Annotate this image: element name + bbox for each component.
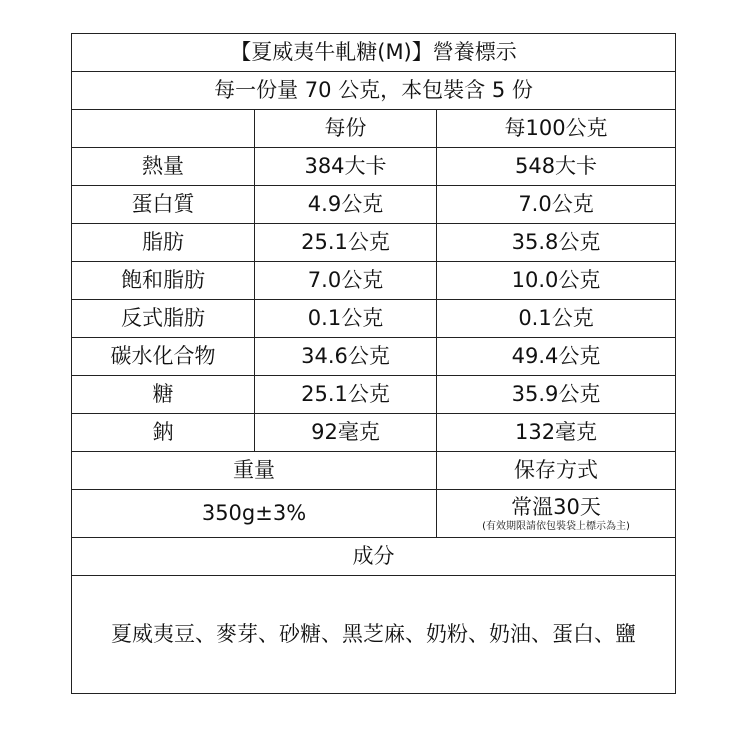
nutrient-name: 蛋白質 (72, 186, 255, 224)
ingredients-text-row (72, 576, 676, 694)
nutrient-row-carbohydrate (72, 338, 676, 376)
nutrient-name: 脂肪 (72, 224, 255, 262)
header-per-serving: 每份 (255, 110, 437, 148)
nutrient-per-100g: 35.8公克 (437, 224, 676, 262)
serving-row (72, 72, 676, 110)
nutrient-row-fat (72, 224, 676, 262)
nutrient-name: 反式脂肪 (72, 300, 255, 338)
title-row (72, 34, 676, 72)
weight-value: 350g±3% (72, 490, 437, 538)
nutrient-name: 碳水化合物 (72, 338, 255, 376)
storage-value-cell (437, 490, 676, 538)
weight-storage-header-row (72, 452, 676, 490)
ingredients-header-row (72, 538, 676, 576)
nutrient-per-100g: 49.4公克 (437, 338, 676, 376)
storage-value: 常溫30天 (511, 495, 601, 519)
nutrient-per-serving: 384大卡 (255, 148, 437, 186)
nutrient-per-serving: 25.1公克 (255, 224, 437, 262)
nutrient-name: 熱量 (72, 148, 255, 186)
nutrient-per-100g: 7.0公克 (437, 186, 676, 224)
nutrient-per-serving: 34.6公克 (255, 338, 437, 376)
nutrient-name: 鈉 (72, 414, 255, 452)
nutrient-row-sugar (72, 376, 676, 414)
nutrient-per-100g: 132毫克 (437, 414, 676, 452)
nutrient-per-100g: 35.9公克 (437, 376, 676, 414)
storage-note: (有效期限請依包裝袋上標示為主) (482, 521, 630, 532)
nutrient-per-100g: 10.0公克 (437, 262, 676, 300)
nutrient-per-100g: 548大卡 (437, 148, 676, 186)
nutrient-per-serving: 4.9公克 (255, 186, 437, 224)
weight-label: 重量 (72, 452, 437, 490)
nutrient-per-serving: 0.1公克 (255, 300, 437, 338)
nutrient-per-serving: 92毫克 (255, 414, 437, 452)
nutrient-row-trans-fat (72, 300, 676, 338)
ingredients-label: 成分 (72, 538, 676, 576)
nutrition-label-table (71, 33, 676, 694)
ingredients-text: 夏威夷豆、麥芽、砂糖、黑芝麻、奶粉、奶油、蛋白、鹽 (72, 576, 676, 694)
nutrient-per-serving: 7.0公克 (255, 262, 437, 300)
weight-storage-value-row (72, 490, 676, 538)
nutrient-row-saturated-fat (72, 262, 676, 300)
nutrient-row-protein (72, 186, 676, 224)
storage-label: 保存方式 (437, 452, 676, 490)
serving-info: 每一份量 70 公克，本包裝含 5 份 (72, 72, 676, 110)
label-title: 【夏威夷牛軋糖(M)】營養標示 (72, 34, 676, 72)
header-per-100g: 每100公克 (437, 110, 676, 148)
nutrient-row-sodium (72, 414, 676, 452)
nutrient-name: 糖 (72, 376, 255, 414)
column-header-row (72, 110, 676, 148)
nutrient-per-serving: 25.1公克 (255, 376, 437, 414)
nutrient-row-energy (72, 148, 676, 186)
nutrient-per-100g: 0.1公克 (437, 300, 676, 338)
header-blank-cell (72, 110, 255, 148)
nutrient-name: 飽和脂肪 (72, 262, 255, 300)
